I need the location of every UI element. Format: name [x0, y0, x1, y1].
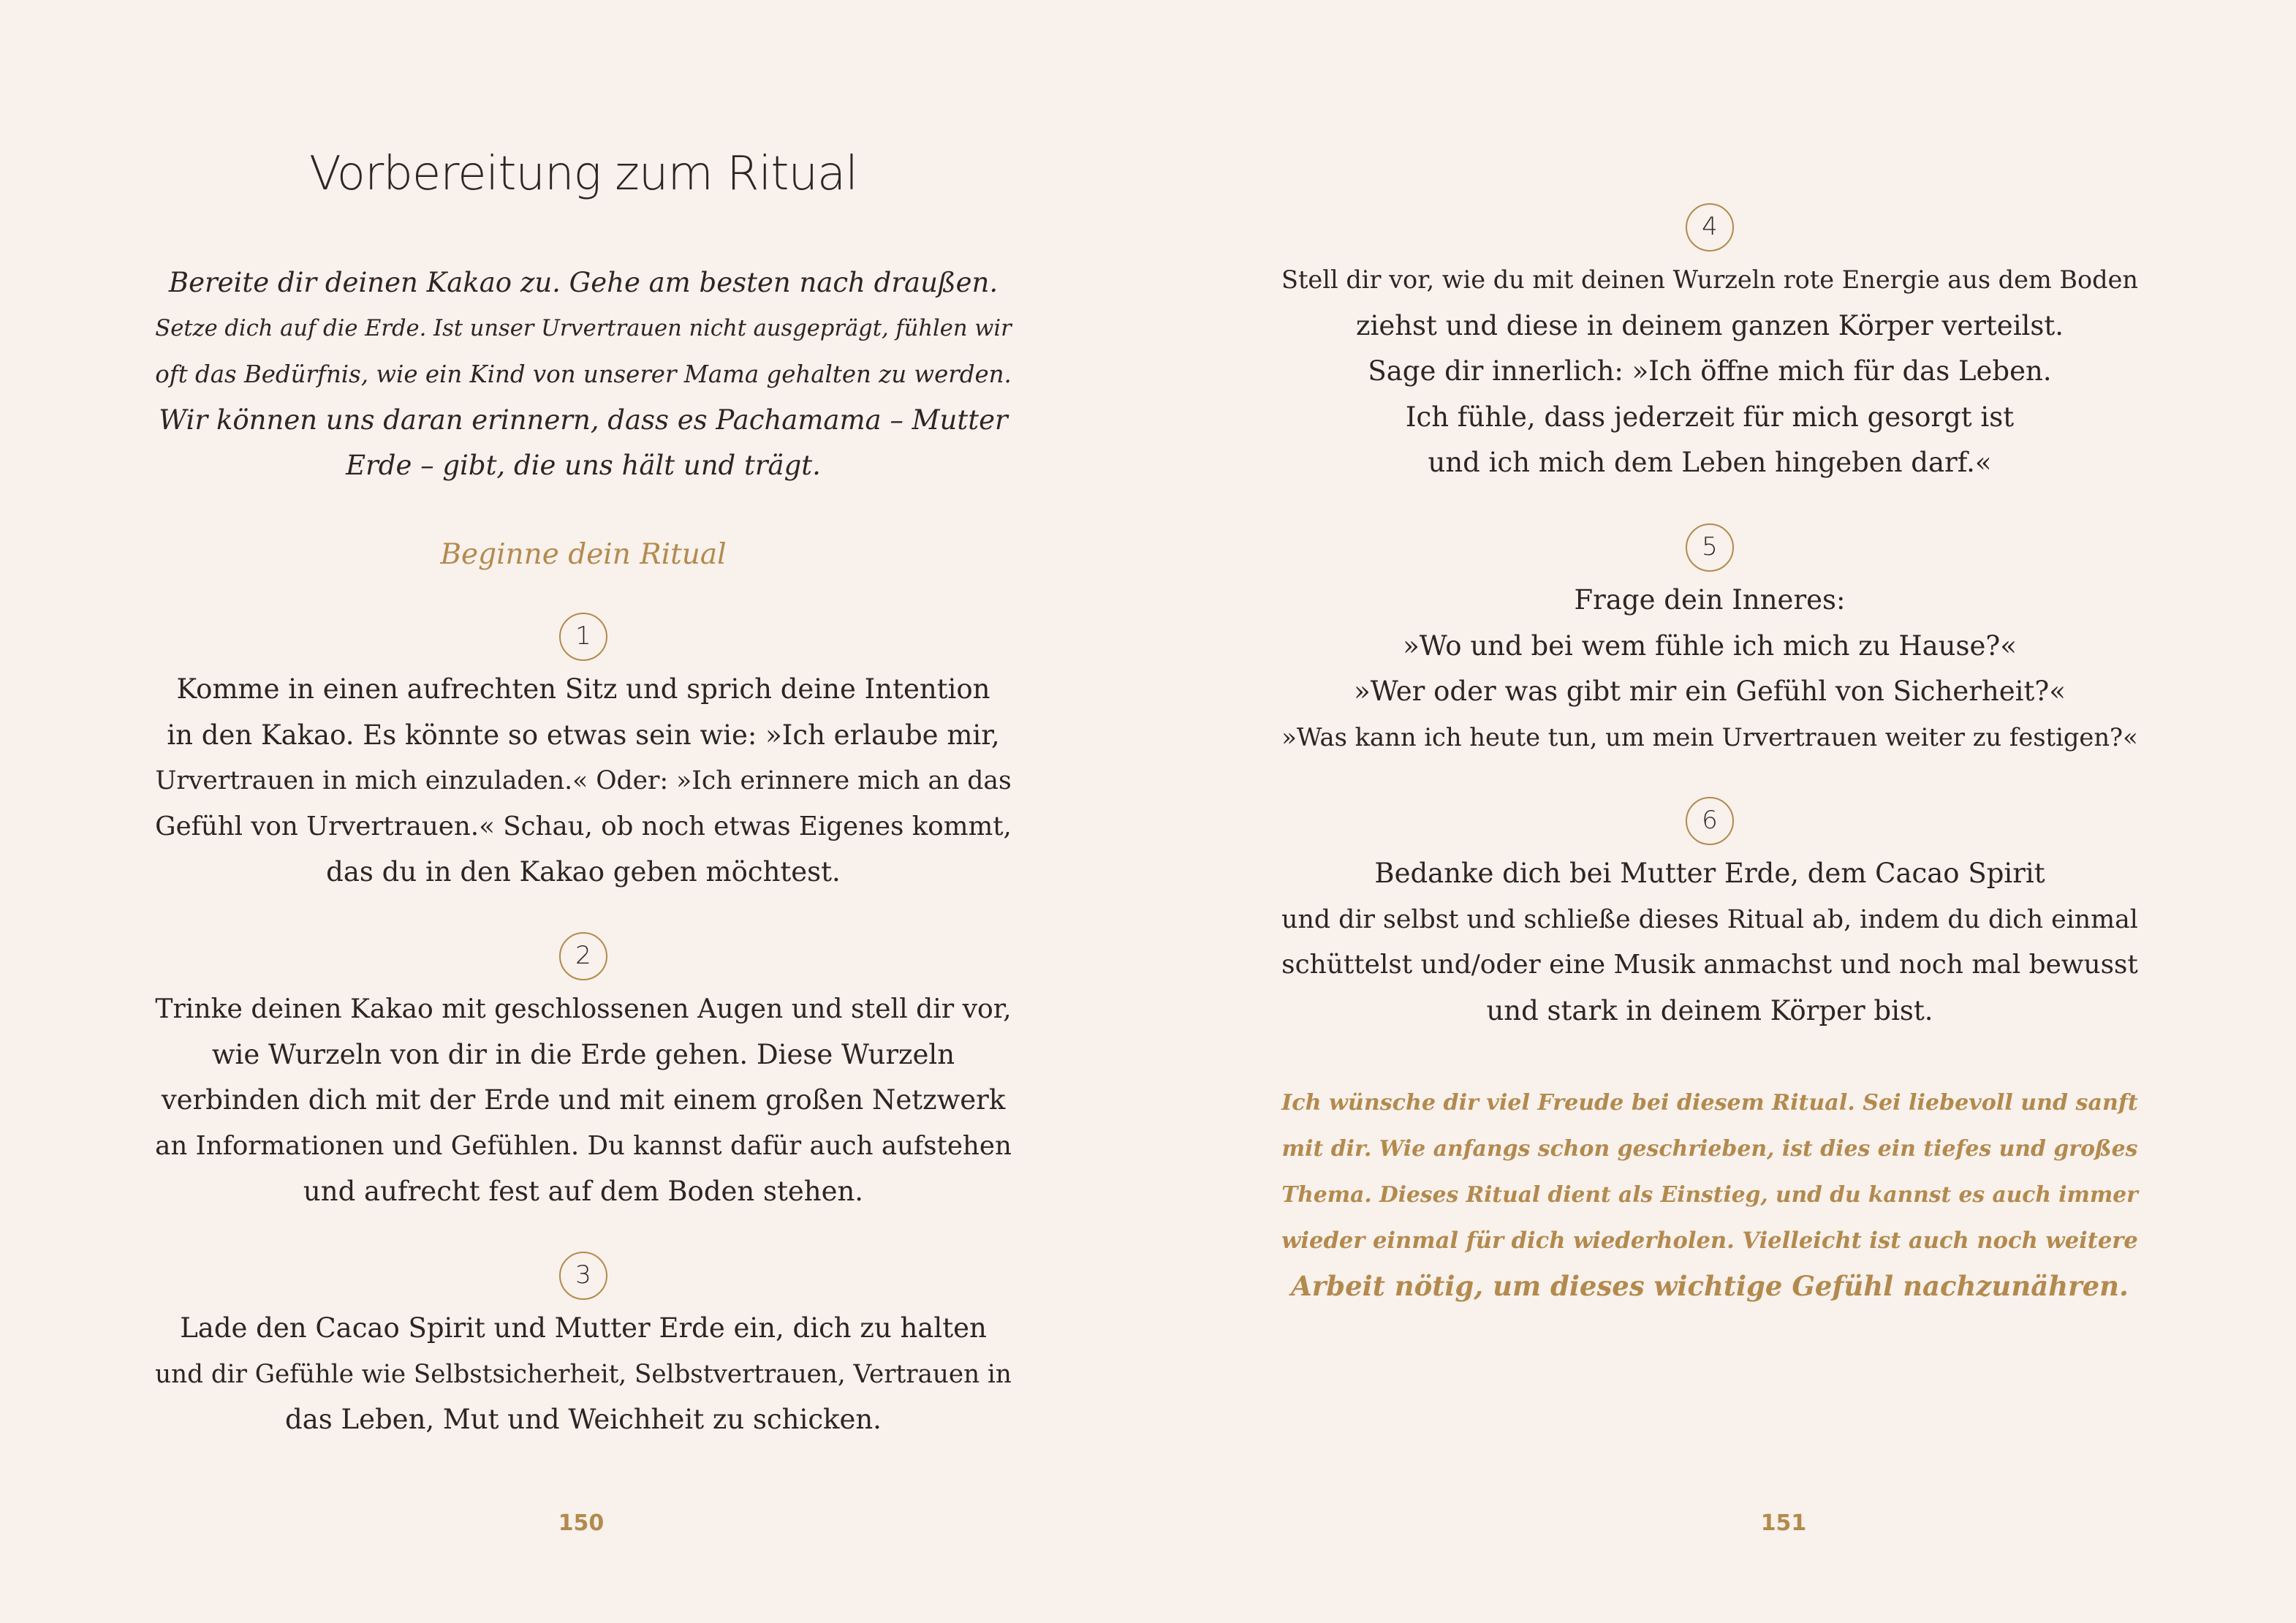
- step-number-badge: 2: [559, 932, 607, 980]
- step-line: Lade den Cacao Spirit und Mutter Erde ein, dich zu halten: [180, 1312, 987, 1344]
- step-line: Trinke deinen Kakao mit geschlossenen Augen und stell dir vor,: [155, 993, 1012, 1024]
- step-text: [1273, 257, 2147, 486]
- intro-line: Wir können uns daran erinnern, dass es Pachamama – Mutter: [159, 404, 1008, 436]
- step-text: [146, 986, 1020, 1215]
- step-text: [146, 1306, 1020, 1443]
- step-text: [1273, 851, 2147, 1034]
- step-line: schüttelst und/oder eine Musik anmachst und noch mal bewusst: [1281, 950, 2138, 980]
- step-line: wie Wurzeln von dir in die Erde gehen. Diese Wurzeln: [211, 1038, 955, 1070]
- step-number-badge: 1: [559, 613, 607, 661]
- step-line: verbinden dich mit der Erde und mit einem großen Netzwerk: [161, 1084, 1006, 1116]
- step-3: [146, 1252, 1020, 1443]
- step-line: »Wo und bei wem fühle ich mich zu Hause?«: [1403, 629, 2017, 662]
- intro-line: Erde – gibt, die uns hält und trägt.: [346, 450, 821, 481]
- step-line: Frage dein Inneres:: [1574, 584, 1846, 616]
- right-page: [1148, 0, 2296, 1623]
- closing-line: Thema. Dieses Ritual dient als Einstieg, und du kannst es auch immer: [1281, 1181, 2138, 1207]
- step-line: in den Kakao. Es könnte so etwas sein wie: »Ich erlaube mir,: [167, 719, 1000, 751]
- section-subheading: Beginne dein Ritual: [440, 538, 727, 571]
- step-line: und ich mich dem Leben hingeben darf.«: [1428, 447, 1992, 478]
- step-line: Gefühl von Urvertrauen.« Schau, ob noch etwas Eigenes kommt,: [155, 811, 1012, 841]
- page-title: Vorbereitung zum Ritual: [308, 147, 858, 201]
- step-number-badge: 4: [1686, 203, 1734, 251]
- page-number-left: 150: [558, 1510, 605, 1536]
- step-text: [1273, 578, 2147, 760]
- closing-paragraph: [1273, 1081, 2147, 1309]
- closing-line: Arbeit nötig, um dieses wichtige Gefühl nachzunähren.: [1291, 1270, 2129, 1302]
- step-4: [1273, 203, 2147, 486]
- step-line: und stark in deinem Körper bist.: [1486, 994, 1933, 1026]
- closing-line: Ich wünsche dir viel Freude bei diesem Ritual. Sei liebevoll und sanft: [1281, 1090, 2138, 1116]
- step-line: das du in den Kakao geben möchtest.: [326, 856, 841, 888]
- step-number-badge: 6: [1686, 797, 1734, 845]
- step-number-badge: 3: [559, 1252, 607, 1300]
- step-line: »Wer oder was gibt mir ein Gefühl von Sicherheit?«: [1354, 676, 2066, 707]
- step-line: »Was kann ich heute tun, um mein Urvertrauen weiter zu festigen?«: [1281, 722, 2138, 752]
- step-line: Bedanke dich bei Mutter Erde, dem Cacao Spirit: [1374, 858, 2045, 889]
- step-number-badge: 5: [1686, 523, 1734, 572]
- intro-paragraph: [146, 260, 1020, 489]
- step-2: [146, 932, 1020, 1215]
- closing-line: wieder einmal für dich wiederholen. Vielleicht ist auch noch weitere: [1281, 1227, 2138, 1254]
- step-line: Komme in einen aufrechten Sitz und sprich deine Intention: [176, 673, 990, 705]
- step-line: und aufrecht fest auf dem Boden stehen.: [303, 1176, 864, 1207]
- step-line: und dir Gefühle wie Selbstsicherheit, Selbstvertrauen, Vertrauen in: [155, 1359, 1012, 1389]
- step-line: ziehst und diese in deinem ganzen Körper verteilst.: [1356, 309, 2064, 341]
- intro-line: oft das Bedürfnis, wie ein Kind von unserer Mama gehalten zu werden.: [155, 360, 1012, 388]
- page-number-right: 151: [1760, 1510, 1807, 1536]
- intro-line: Bereite dir deinen Kakao zu. Gehe am besten nach draußen.: [168, 267, 999, 298]
- step-line: Sage dir innerlich: »Ich öffne mich für das Leben.: [1368, 355, 2052, 387]
- step-1: [146, 613, 1020, 896]
- step-line: Ich fühle, dass jederzeit für mich gesorgt ist: [1405, 401, 2015, 433]
- closing-line: mit dir. Wie anfangs schon geschrieben, ist dies ein tiefes und großes: [1281, 1135, 2138, 1162]
- step-text: [146, 667, 1020, 896]
- step-6: [1273, 797, 2147, 1034]
- step-line: und dir selbst und schließe dieses Ritual ab, indem du dich einmal: [1281, 904, 2138, 934]
- step-line: Stell dir vor, wie du mit deinen Wurzeln rote Energie aus dem Boden: [1281, 265, 2138, 294]
- step-line: an Informationen und Gefühlen. Du kannst dafür auch aufstehen: [155, 1130, 1012, 1161]
- step-line: Urvertrauen in mich einzuladen.« Oder: »Ich erinnere mich an das: [155, 766, 1012, 795]
- intro-line: Setze dich auf die Erde. Ist unser Urvertrauen nicht ausgeprägt, fühlen wir: [155, 315, 1012, 341]
- step-5: [1273, 523, 2147, 760]
- step-line: das Leben, Mut und Weichheit zu schicken.: [285, 1404, 882, 1435]
